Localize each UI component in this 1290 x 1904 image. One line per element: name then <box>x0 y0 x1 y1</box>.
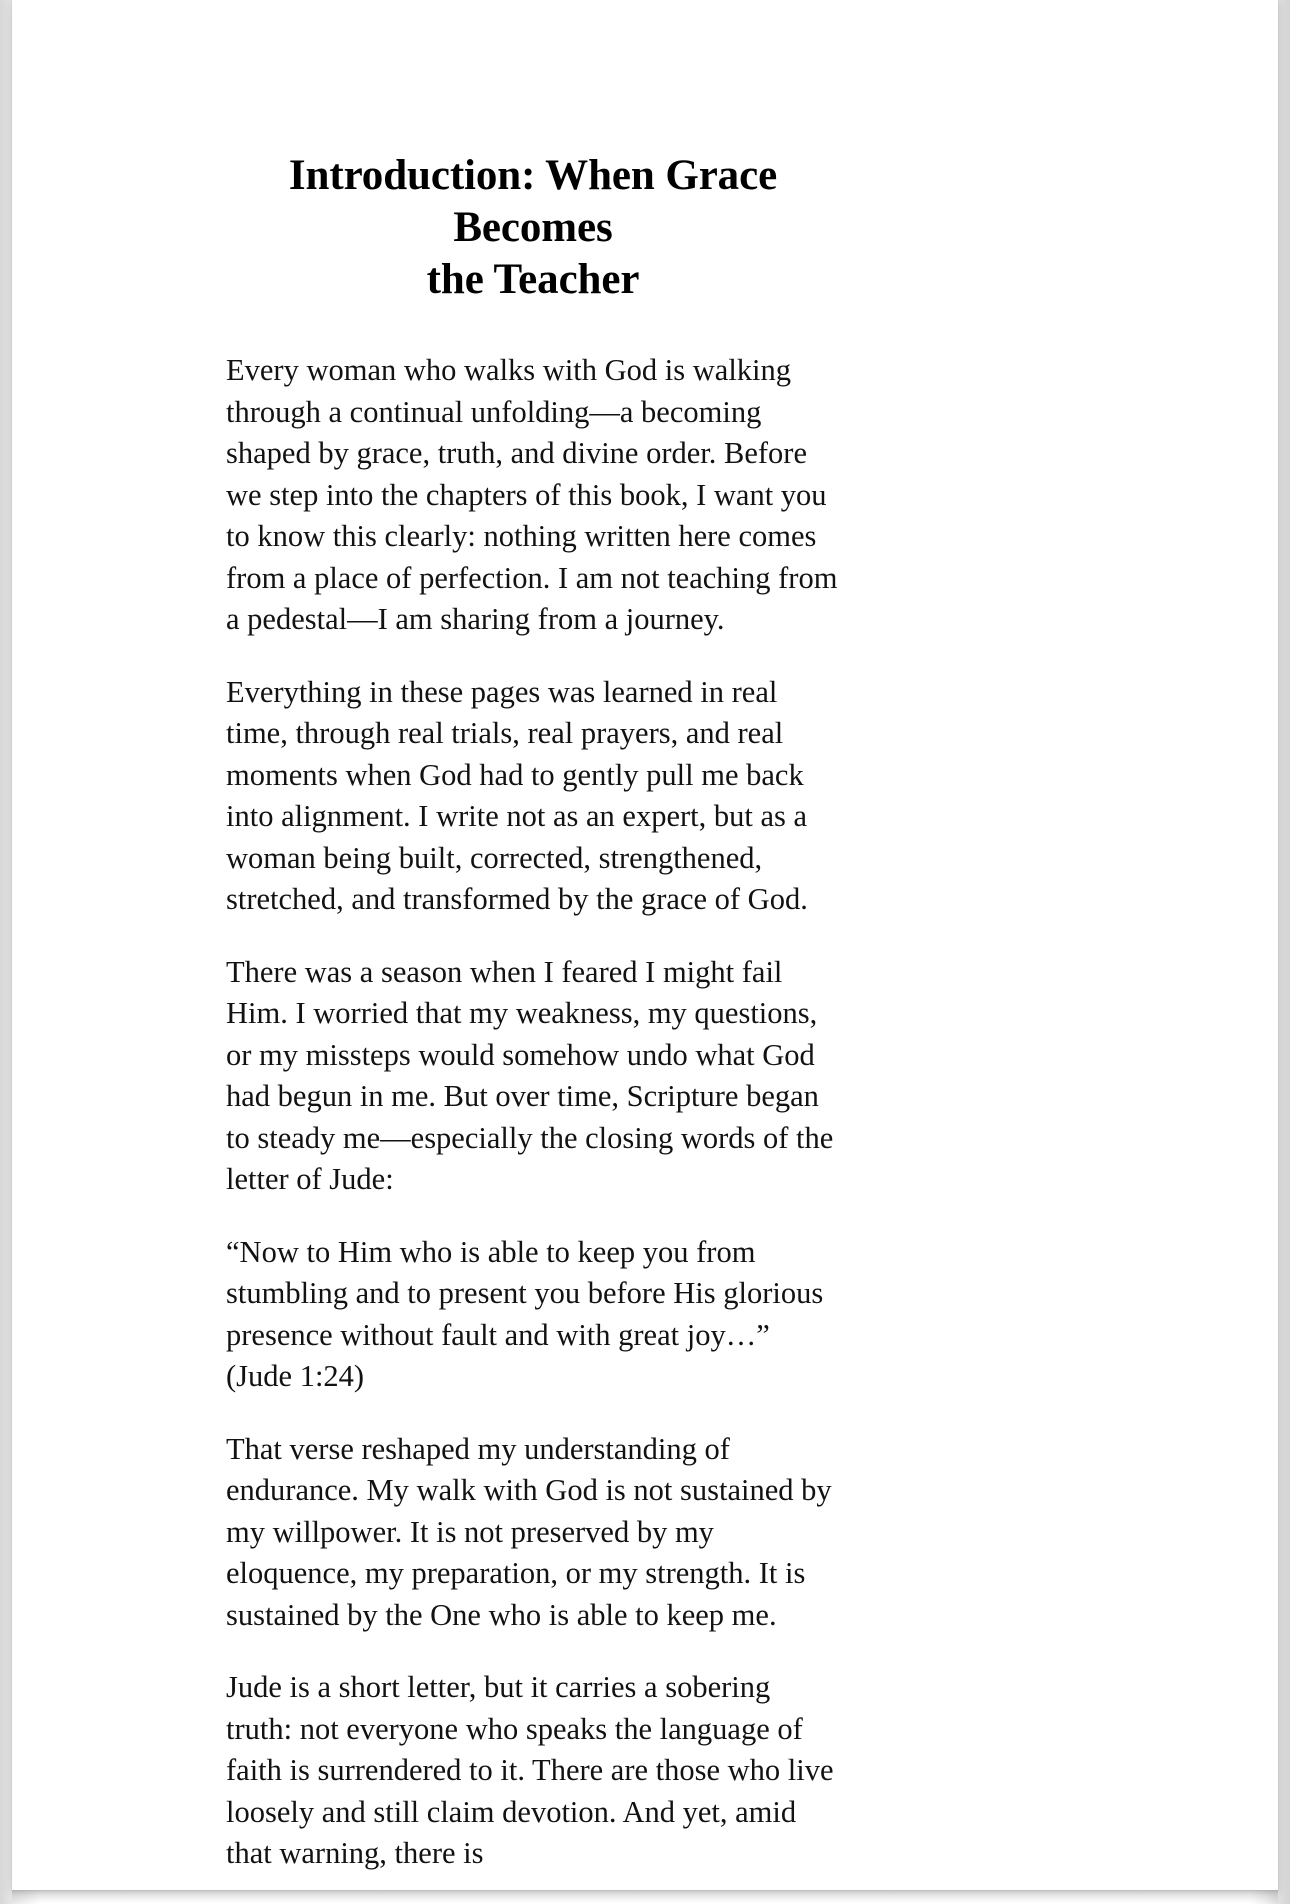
document-page <box>12 0 1278 1890</box>
page-drop-shadow <box>12 1890 1278 1904</box>
paragraph: Every woman who walks with God is walking through a continual unfolding—a becoming shaped by grace, truth, and divine order. Before we step into the chapters of this book, I want you to know this clearly: nothing written here comes from a place of perfection. I am not teaching from a pedestal—I am sharing from a journey. <box>226 353 838 636</box>
page-title-line-2: the Teacher <box>426 256 640 303</box>
paragraph: Everything in these pages was learned in real time, through real trials, real prayers, and real moments when God had to gently pull me back into alignment. I write not as an expert, but as a woman being built, corrected, strengthened, stretched, and transformed by the grace of God. <box>226 674 808 916</box>
scripture-quote-paragraph: “Now to Him who is able to keep you from stumbling and to present you before His glorious presence without fault and with great joy…” (Jude 1:24) <box>226 1234 824 1393</box>
paragraph: There was a season when I feared I might fail Him. I worried that my weakness, my questions, or my missteps would somehow undo what God had begun in me. But over time, Scripture began to steady me—especially the closing words of the letter of Jude: <box>226 954 834 1196</box>
paragraph: Jude is a short letter, but it carries a sobering truth: not everyone who speaks the language of faith is surrendered to it. There are those who live loosely and still claim devotion. And yet, amid that warning, there is <box>226 1670 834 1870</box>
paragraph: That verse reshaped my understanding of endurance. My walk with God is not sustained by my willpower. It is not preserved by my eloquence, my preparation, or my strength. It is sustained by the One who is able to keep me. <box>226 1431 832 1632</box>
page-content-column <box>226 150 840 1875</box>
page-title <box>226 150 840 306</box>
body-text <box>226 350 840 1875</box>
page-title-line-1: Introduction: When Grace Becomes <box>288 152 778 251</box>
